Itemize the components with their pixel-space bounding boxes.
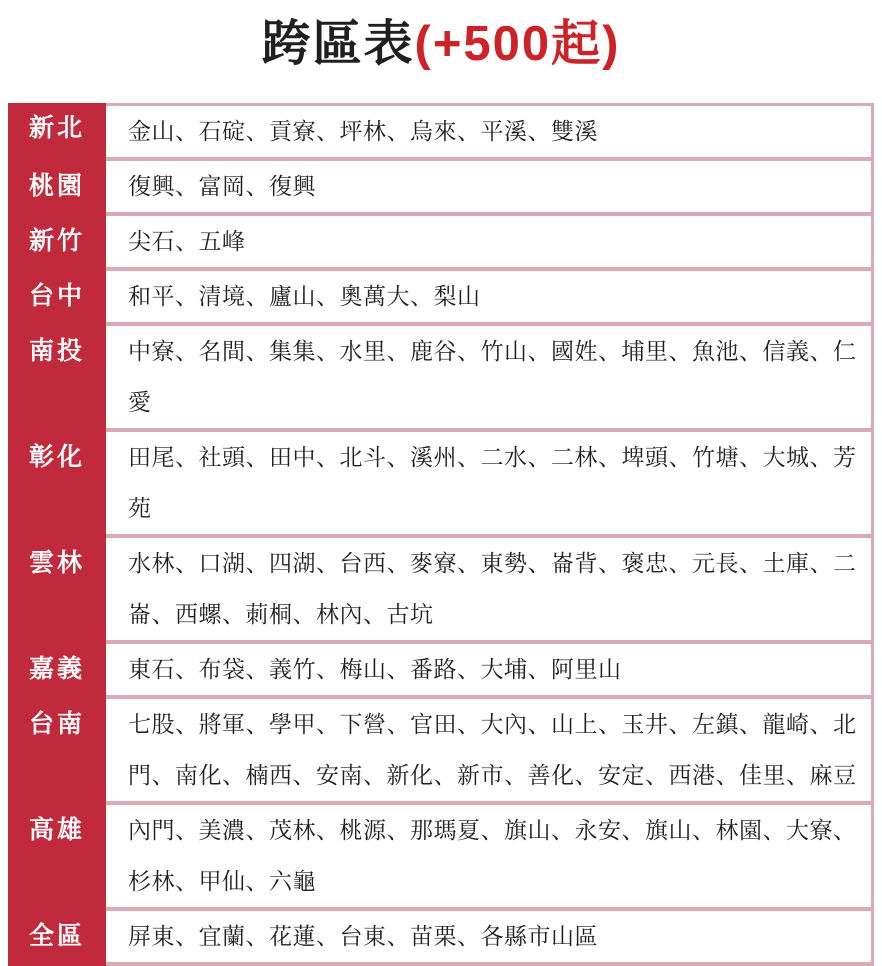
- district-list: 內門、美濃、茂林、桃源、那瑪夏、旗山、永安、旗山、林園、大寮、杉林、甲仙、六龜: [106, 805, 874, 911]
- page-title: [0, 0, 882, 80]
- table-row: [8, 805, 874, 911]
- district-list: 尖石、五峰: [106, 216, 874, 271]
- table-row: [8, 103, 874, 161]
- table-row: [8, 326, 874, 432]
- table-row: [8, 271, 874, 326]
- region-label: 台南: [8, 699, 106, 805]
- table-row: [8, 699, 874, 805]
- district-list: 和平、清境、廬山、奧萬大、梨山: [106, 271, 874, 326]
- region-label: 全區: [8, 911, 106, 966]
- region-label: 彰化: [8, 432, 106, 538]
- region-label: 台中: [8, 271, 106, 326]
- district-list: 東石、布袋、義竹、梅山、番路、大埔、阿里山: [106, 644, 874, 699]
- table-row: [8, 644, 874, 699]
- district-list: 水林、口湖、四湖、台西、麥寮、東勢、崙背、褒忠、元長、土庫、二崙、西螺、莿桐、林內、古坑: [106, 538, 874, 644]
- page-title-main: 跨區表: [261, 17, 415, 71]
- region-label: 新北: [8, 103, 106, 161]
- region-label: 南投: [8, 326, 106, 432]
- page-title-surcharge: (+500起): [414, 17, 621, 71]
- region-label: 新竹: [8, 216, 106, 271]
- table-row: [8, 538, 874, 644]
- district-list: 中寮、名間、集集、水里、鹿谷、竹山、國姓、埔里、魚池、信義、仁愛: [106, 326, 874, 432]
- district-list: 田尾、社頭、田中、北斗、溪州、二水、二林、埤頭、竹塘、大城、芳苑: [106, 432, 874, 538]
- table-row: [8, 432, 874, 538]
- zone-table: [8, 103, 874, 966]
- table-row: [8, 911, 874, 966]
- region-label: 高雄: [8, 805, 106, 911]
- table-row: [8, 161, 874, 216]
- district-list: 七股、將軍、學甲、下營、官田、大內、山上、玉井、左鎮、龍崎、北門、南化、楠西、安南、新化、新市、善化、安定、西港、佳里、麻豆: [106, 699, 874, 805]
- district-list: 金山、石碇、貢寮、坪林、烏來、平溪、雙溪: [106, 103, 874, 161]
- table-row: [8, 216, 874, 271]
- region-label: 桃園: [8, 161, 106, 216]
- district-list: 屏東、宜蘭、花蓮、台東、苗栗、各縣市山區: [106, 911, 874, 966]
- region-label: 嘉義: [8, 644, 106, 699]
- district-list: 復興、富岡、復興: [106, 161, 874, 216]
- region-label: 雲林: [8, 538, 106, 644]
